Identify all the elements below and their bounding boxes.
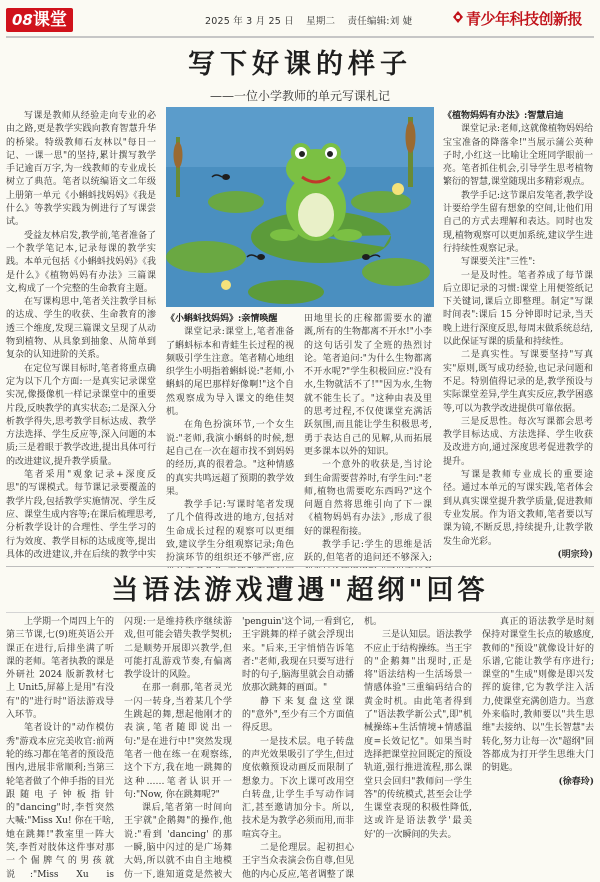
- paragraph: 在角色扮演环节,一个女生说:"老师,我演小蝌蚪的时候,想起自己在一次在超市找不到妈妈的经历,真的很着急。"这种情感的真实共鸣远超了预期的教学效果。: [166, 420, 294, 497]
- page-header: [0, 0, 600, 36]
- subheading: 《小蝌蚪找妈妈》:亲情唤醒: [166, 314, 278, 324]
- article-divider: [6, 566, 594, 567]
- issue-weekday: 星期二: [306, 16, 336, 27]
- article1-column-center-left: [166, 313, 294, 568]
- paragraph: 闪现:一是维持秩序继续游戏,但可能会错失教学契机;二是顺势开展即兴教学,但可能打乱游戏节奏,有偏离教学设计的风险。: [124, 617, 232, 681]
- article2-column-1: [6, 616, 114, 878]
- paragraph: 真正的语法教学是时刻保持对课堂生长点的敏感度,教师的"预设"就像设计好的乐谱,它能让教学有序进行;课堂的"生成"则像是即兴发挥的旋律,它为教学注入活力,使课堂充满创造力。当意外来临时,教师要以"共生思维"去接纳、以"生长智慧"去转化,努力让每一次"超纲"回答都成为打开学生思维大门的钥匙。: [482, 617, 594, 774]
- paragraph: 田地里长的庄稼都需要水的灌溉,所有的生物都离不开水!"小李的这句话引发了全班的热烈讨论。笔者追问:"为什么生物都离不开水呢?"学生积极回应:"没有水,生物就活不了!""因为水,生物就不能生长了。"这种由表及里的思考过程,不仅使课堂充满活跃氛围,而且能让学生积极思考,勇于表达自己的见解,从而拓展更多课本以外的知识。: [304, 314, 432, 457]
- masthead-logo-icon: [452, 10, 464, 24]
- article2-column-4: [364, 616, 472, 878]
- article1-column-left: [6, 110, 156, 562]
- paragraph: 教学手记:这节课启发笔者,教学设计要给学生留有想象的空间,让他们用自己的方式去理解和表达。同时也发现,植物观察可以更加系统,建议学生进行持续性观察记录。: [443, 190, 593, 254]
- paragraph: 机。: [364, 617, 383, 627]
- article1-author: (明宗玲): [557, 549, 593, 560]
- paragraph: 二是真实性。写课要坚持"写真实"原则,既写成功经验,也记录问题和不足。特别值得记录的是,教学预设与实际课堂差异,学生真实反应,教学困惑等,可以为教学改进提供可靠依据。: [443, 350, 593, 414]
- paragraph: 课堂记录:课堂上,笔者准备了蝌蚪标本和青蛙生长过程的视频吸引学生注意。笔者精心地组织学生小明指着蝌蚪说:"老师,小蝌蚪的尾巴那样好像啊!"这个自然观察成为导入课文的绝佳契机。: [166, 327, 294, 418]
- paragraph: 笔者采用"观象记录+深度反思"的写课模式。每节课记录要覆盖的教学片段,包括教学实施情况、学生反应、课堂生成内容等;在课后梳理思考,分析教学设计的合理性、学生学习的行为效度、教学目标的达成度等,提出具体的改进建议,并在后续的教学中实: [6, 470, 156, 560]
- editor-credit: 责任编辑:刘 婕: [347, 16, 413, 27]
- section-tab: [6, 8, 73, 32]
- paragraph: 在那一刹那,笔者灵光一闪一转身,当着某几个学生跳起的舞,想起他刚才的表演,笔者随即说出一句:"是在进行中!"突然发现笔者一他在练一在观察练,这个下方,我在地一跳舞的这种……笔者认识开一句:"Now, 你在跳舞呢?": [124, 683, 232, 800]
- subheading: 《植物妈妈有办法》:智慧启迪: [443, 111, 564, 121]
- paragraph: 课堂记录:老师,这就像植物妈妈给宝宝准备的降落伞!"当展示蒲公英种子时,小红这一比喻让全班同学眼前一亮。笔者抓住机会,引导学生思考植物繁衍的智慧,课堂随现出多精彩观点。: [443, 124, 593, 188]
- paragraph: 教学手记:写课时笔者发现了几个值得改进的地方,包括对生命成长过程的观察可以更细致,建议学生分组观察记录;角色扮演环节的组织还不够严密,应: [166, 500, 294, 564]
- paragraph: 受益友林启发,教学前,笔者准备了一个教学笔记本,记录每课的教学实践。本单元包括《小蝌蚪找妈妈》《我是什么》《植物妈妈有办法》三篇课文,构成了一个完整的生命教育主题。: [6, 230, 156, 294]
- paragraph: 一个意外的收获是,当讨论到生命需要营养时,有学生问:"老师,植物也需要吃东西吗?"这个问题自然将思维引向了下一课《植物妈妈有办法》,形成了很好的课程衔接。: [304, 460, 432, 537]
- article2-column-5: [482, 616, 594, 878]
- masthead-title: 青少年科技创新报: [466, 10, 583, 28]
- paragraph: 二是伦理层。起初担心王宇当众表演会伤自尊,但见他的内心反应,笔者调整了课: [242, 843, 354, 878]
- article1-column-center-right: [304, 313, 432, 568]
- frog-illustration: [166, 107, 434, 307]
- paragraph: 三是反思性。每次写课都会思考教学目标达成、方法选择、学生收获及改进方向,通过深度思考促进教学的提升。: [443, 416, 593, 467]
- paragraph: 写课是教师从经验走向专业的必由之路,更是教学实践向教育智慧升华的桥梁。特级教师石友林以"每日一记、一课一思"的坚持,累计撰写教学手记逾百万字,为一线教师的专业成长树立了典范。笔者以统编语文二年级上册第一单元《小蝌蚪找妈妈》《我是什么》等教学实践为例进行了写课尝试。: [6, 111, 156, 228]
- paragraph: 三是认知层。语法教学不应止于结构操练。当王宇的"企鹅舞"出现时,正是将"语法结构一生活场景一情感体验"三重编码结合的黄金时机。由此笔者得到了"语法教学新公式",即"机械操练+生活情境+情感温度=长效记忆"。如果当时选择把课堂拉回既定的预设轨道,强行推进流程,那么课堂只会回归"教师问一学生答"的传统模式,甚至会让学生课堂表现的积极性降低,这或许是语法教学'最美好'的一次瞬间的失去。: [364, 630, 472, 840]
- article2-column-2: [124, 616, 232, 878]
- section-name: 课堂: [32, 10, 67, 30]
- issue-date: 2025 年 3 月 25 日: [205, 16, 294, 27]
- article1-title: 写下好课的样子: [188, 49, 412, 80]
- header-rule: [6, 36, 594, 38]
- paragraph: 一是及时性。笔者养成了每节课后立即记录的习惯:课堂上用便签纸记下关键词,课后立即整理。制定"写课时间表":课后 15 分钟即时记录,当天晚上进行深度反思,每周末做系统总结,以此保证写课的质量和持续性。: [443, 270, 593, 348]
- paragraph: 一是技术层。电子转盘的声光效果吸引了学生,但过度依赖预设动画反而限制了想象力。下次上课可改用空白转盘,让学生手写动作词汇,甚至邀请加分卡。所以,技术是为教学必须而用,而非喧宾夺主。: [242, 736, 354, 840]
- paragraph: 在定位写课目标时,笔者将重点确定为以下几个方面:一是真实记录课堂实况,像摄像机一样记录课堂中的重要片段,反映教学的真实状态;二是深入分析教学得失,思考教学目标达成、教学方法选择、学生反应等,深入问题的本质;三是着眼于教学改进,提出具体可行的改进建议,提升教学质量。: [6, 363, 156, 467]
- paragraph: 写课是教师专业成长的重要途径。通过本单元的写课实践,笔者体会到从真实课堂提升教学质量,促进教师专业发展。作为语文教师,笔者要以写课为镜,不断反思,持续提升,让教学散发生命光彩。: [443, 470, 593, 547]
- article2-column-3: [242, 616, 354, 878]
- paragraph: 静下来复盘这堂课的"意外",至少有三个方面值得反思。: [242, 696, 354, 734]
- paragraph: 教学手记:学生的思维是活跃的,但笔者的追问还不够深入;: [304, 540, 432, 564]
- paragraph: 笔者设计的"动作模仿秀"游戏本应完美收官:前两轮的练习都在笔者的预设范围内,进展非常顺利;当第三轮笔者做了个伸手指的目光跟随电子钟板指针的"dancing"时,李哲突然大喊:"Miss Xu! 你在干啥,她在跳舞!"教室里一阵大笑,李哲对肢体这件事对那一个倔脾气的男孩就说:"Miss Xu is: [6, 723, 114, 878]
- article2-title-rule: [6, 612, 594, 613]
- paragraph: 课后,笔者第一时间向王宇就"企鹅舞"的操作,他说:"看到 'dancing' 的那一瞬,脑中闪过的是广场舞大妈,所以就不由自主地模仿一下,谁知道竟是然被大: [124, 803, 232, 878]
- article2-title: 当语法游戏遭遇"超纲"回答: [111, 575, 489, 606]
- issue-info: [205, 13, 421, 27]
- paragraph: 上学期一个周四上午的第三节课,七(9)班英语公开课正在进行,后排坐满了听课的老师。笔者执教的课是外研社 2024 版新教材七上 Unit5,屏幕上是用"有没有"的"进行时"语法游戏导入环节。: [6, 617, 114, 721]
- article1-column-right: [443, 110, 593, 562]
- paragraph: 写课要关注"三性":: [461, 257, 536, 268]
- section-number: 08: [12, 11, 33, 29]
- article2-author: (徐春玲): [558, 776, 594, 787]
- article1-subtitle: ——一位小学教师的单元写课札记: [209, 89, 390, 103]
- paragraph: 'penguin'这个词,一看到它,王宇跳舞的样子就会浮现出来。"后来,王宇悄悄告诉笔者:"老师,我现在只要写进行时的句子,脑海里就会自动播放那次跳舞的画面。": [242, 617, 354, 694]
- paragraph: 在写课构思中,笔者关注教学目标的达成、学生的收获、生命教育的渗透三个维度,发现三篇课文呈现了从动物到植物、从具象到抽象、从简单到复杂的认知进阶的关系。: [6, 297, 156, 361]
